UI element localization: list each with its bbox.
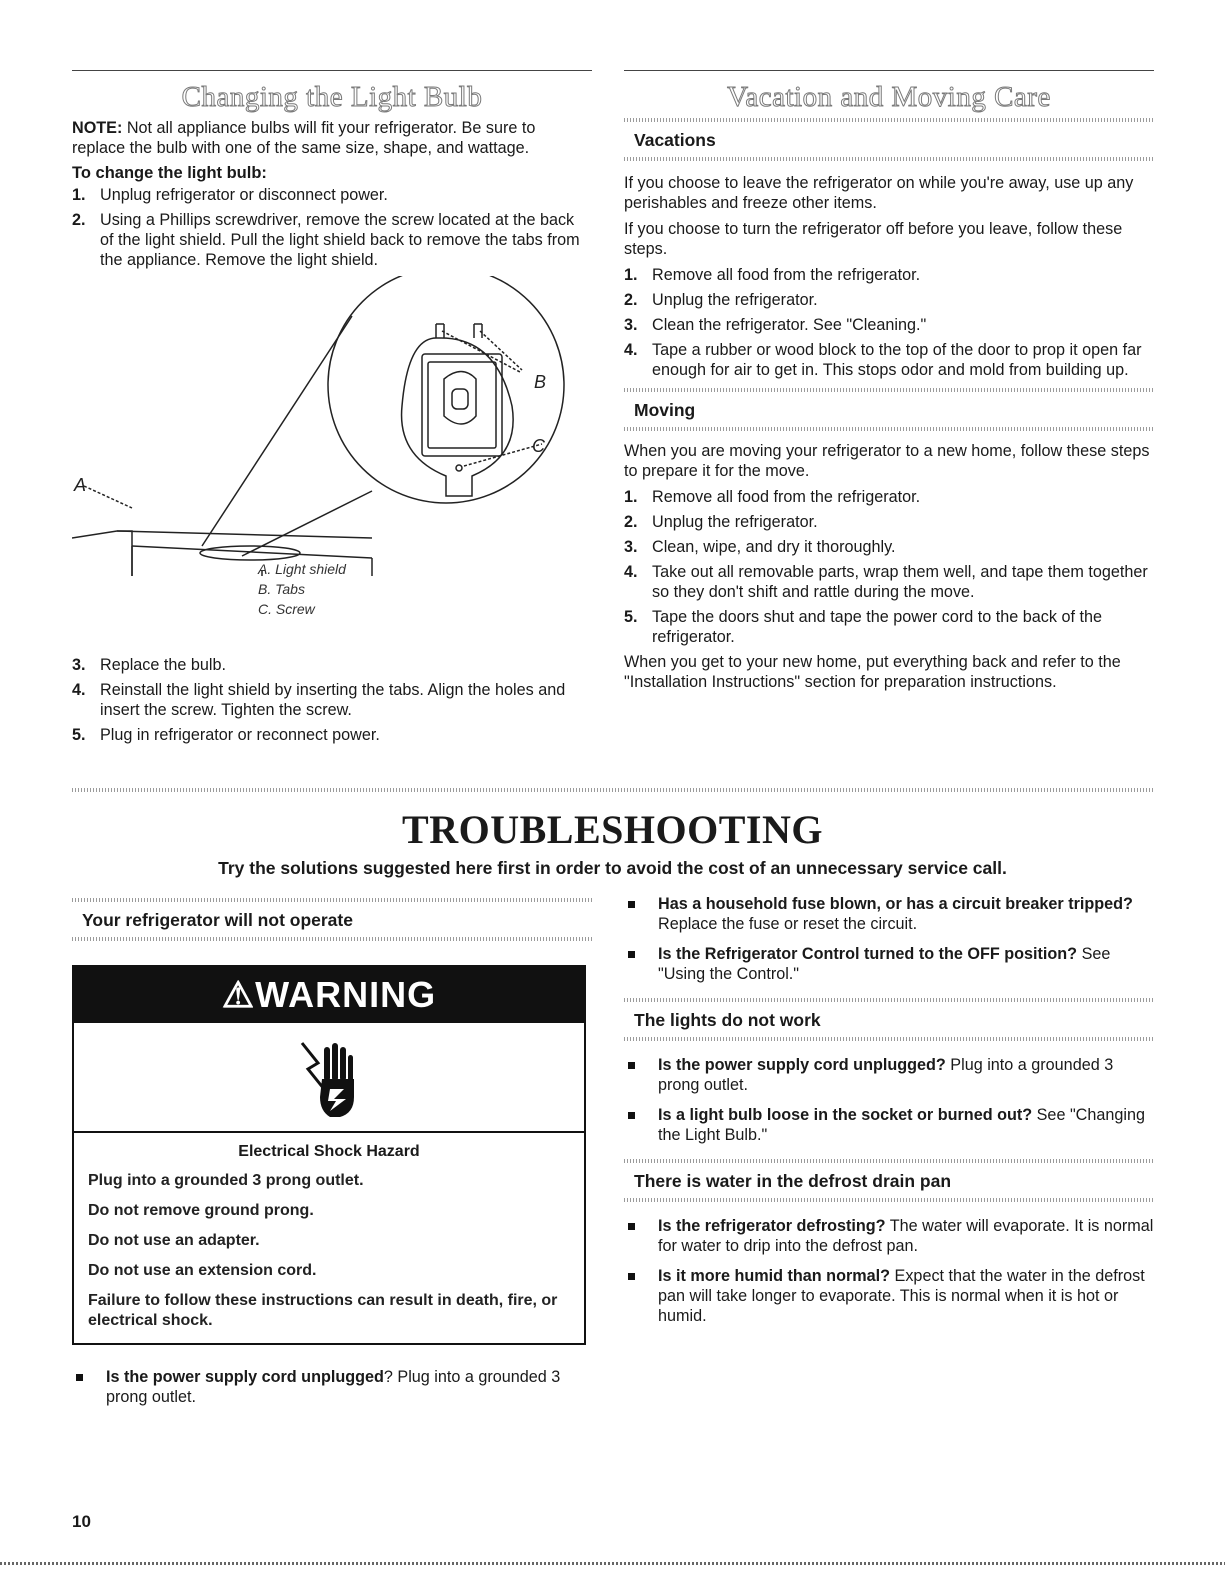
moving-heading: Moving — [634, 400, 696, 420]
step-number: 1. — [72, 186, 86, 204]
water-heading: There is water in the defrost drain pan — [634, 1171, 952, 1191]
list-item — [72, 185, 592, 205]
step-text: Tape the doors shut and tape the power cord to the back of the refrigerator. — [652, 608, 1102, 646]
bullet-answer: Plug into a grounded 3 prong outlet. — [658, 1056, 1114, 1094]
divider — [72, 937, 592, 941]
vacation-title: Vacation and Moving Care — [727, 81, 1051, 113]
warning-icon-area — [74, 1023, 584, 1133]
vacation-section — [624, 70, 1154, 692]
list-item — [624, 894, 1154, 934]
list-item — [624, 537, 1154, 557]
troubleshooting-title: TROUBLESHOOTING — [402, 807, 823, 852]
step-number: 3. — [72, 656, 86, 674]
not-operate-bullets-left — [72, 1367, 592, 1407]
step-text: Replace the bulb. — [100, 656, 226, 674]
lights-bullets — [624, 1055, 1154, 1145]
page-number: 10 — [72, 1512, 91, 1531]
step-number: 4. — [72, 681, 86, 699]
list-item — [72, 210, 592, 270]
step-text: Take out all removable parts, wrap them well, and tape them together so they don't shift and rattle during the move. — [652, 563, 1148, 601]
moving-paragraph-2: When you get to your new home, put everything back and refer to the "Installation Instructions" section for preparation instructions. — [624, 653, 1121, 691]
bullet-question: Is the power supply cord unplugged — [106, 1368, 384, 1386]
step-text: Remove all food from the refrigerator. — [652, 488, 921, 506]
light-bulb-title: Changing the Light Bulb — [181, 81, 483, 113]
bullet-answer: Replace the fuse or reset the circuit. — [658, 915, 918, 933]
list-item — [72, 680, 592, 720]
step-number: 3. — [624, 538, 638, 556]
label-a: A — [74, 475, 87, 495]
troubleshooting-right — [624, 894, 1154, 1336]
bullet-answer: Expect that the water in the defrost pan will take longer to evaporate. This is normal when it is hot or humid. — [658, 1267, 1145, 1325]
list-item — [72, 655, 592, 675]
step-text: Clean the refrigerator. See "Cleaning." — [652, 316, 927, 334]
list-item — [624, 487, 1154, 507]
bullet-question: Is a light bulb loose in the socket or burned out? — [658, 1106, 1033, 1124]
step-number: 4. — [624, 563, 638, 581]
warning-triangle-icon: ⚠ — [221, 974, 256, 1015]
step-number: 2. — [72, 211, 86, 229]
magnify-circle — [328, 276, 564, 503]
note-label: NOTE: — [72, 119, 123, 137]
step-text: Unplug refrigerator or disconnect power. — [100, 186, 388, 204]
electric-shock-hand-icon — [300, 1033, 360, 1123]
divider — [624, 1198, 1154, 1202]
moving-paragraph-1: When you are moving your refrigerator to a new home, follow these steps to prepare it for the move. — [624, 442, 1150, 480]
water-bullets — [624, 1216, 1154, 1326]
not-operate-section — [72, 898, 592, 1417]
warning-line: Do not use an adapter. — [88, 1232, 260, 1249]
light-bulb-steps-a — [72, 185, 592, 270]
note-text: Not all appliance bulbs will fit your refrigerator. Be sure to replace the bulb with one of the same size, shape, and wattage. — [72, 119, 536, 157]
bullet-question: Is it more humid than normal? — [658, 1267, 891, 1285]
caption-a: A. Light shield — [258, 561, 346, 577]
warning-label: WARNING — [255, 974, 437, 1015]
bullet-answer: See "Changing the Light Bulb." — [658, 1106, 1145, 1144]
bullet-answer: See "Using the Control." — [658, 945, 1111, 983]
bullet-question: Is the power supply cord unplugged? — [658, 1056, 946, 1074]
warning-box — [72, 965, 586, 1345]
diagram-caption — [258, 559, 346, 619]
step-text: Using a Phillips screwdriver, remove the screw located at the back of the light shield. Pull the light shield back to remove the tabs from the appliance. Remove the light shield. — [100, 211, 580, 269]
step-text: Tape a rubber or wood block to the top of the door to prop it open far enough for air to get in. This stops odor and mold from building up. — [652, 341, 1142, 379]
step-text: Clean, wipe, and dry it thoroughly. — [652, 538, 896, 556]
warning-line: Plug into a grounded 3 prong outlet. — [88, 1172, 364, 1189]
step-number: 2. — [624, 291, 638, 309]
caption-b: B. Tabs — [258, 581, 305, 597]
label-c: C — [532, 436, 545, 456]
divider — [624, 1037, 1154, 1041]
vacation-steps — [624, 265, 1154, 380]
warning-line: Do not remove ground prong. — [88, 1202, 314, 1219]
vacations-heading: Vacations — [634, 130, 716, 150]
step-number: 4. — [624, 341, 638, 359]
moving-steps — [624, 487, 1154, 647]
list-item — [624, 265, 1154, 285]
light-shield-illustration — [72, 276, 592, 576]
warning-body — [74, 1133, 584, 1343]
step-number: 5. — [624, 608, 638, 626]
bullet-answer: The water will evaporate. It is normal for water to drip into the defrost pan. — [658, 1217, 1154, 1255]
warning-header — [74, 967, 584, 1023]
warning-line: Do not use an extension cord. — [88, 1262, 317, 1279]
not-operate-heading: Your refrigerator will not operate — [82, 910, 353, 930]
list-item — [624, 1216, 1154, 1256]
caption-c: C. Screw — [258, 601, 315, 617]
list-item — [624, 1105, 1154, 1145]
troubleshooting-subtitle: Try the solutions suggested here first in order to avoid the cost of an unnecessary service call. — [218, 858, 1007, 878]
top-rule-right — [624, 70, 1154, 71]
step-text: Remove all food from the refrigerator. — [652, 266, 921, 284]
vacations-paragraph-1: If you choose to leave the refrigerator on while you're away, use up any perishables and freeze other items. — [624, 174, 1134, 212]
list-item — [624, 315, 1154, 335]
light-bulb-subheading: To change the light bulb: — [72, 164, 267, 182]
bullet-answer: ? Plug into a grounded 3 prong outlet. — [106, 1368, 561, 1406]
list-item — [624, 512, 1154, 532]
hazard-title: Electrical Shock Hazard — [238, 1143, 420, 1160]
not-operate-bullets-right — [624, 894, 1154, 984]
step-number: 1. — [624, 266, 638, 284]
step-number: 2. — [624, 513, 638, 531]
bottom-rule — [0, 1562, 1225, 1565]
bullet-question: Is the refrigerator defrosting? — [658, 1217, 886, 1235]
list-item — [72, 725, 592, 745]
list-item — [624, 1266, 1154, 1326]
step-number: 1. — [624, 488, 638, 506]
list-item — [624, 340, 1154, 380]
light-shield-diagram — [72, 276, 592, 651]
step-text: Plug in refrigerator or reconnect power. — [100, 726, 380, 744]
lights-heading: The lights do not work — [634, 1010, 821, 1030]
bullet-question: Is the Refrigerator Control turned to the OFF position? — [658, 945, 1078, 963]
light-bulb-note — [72, 118, 592, 158]
step-number: 5. — [72, 726, 86, 744]
light-bulb-section — [72, 70, 592, 750]
step-text: Reinstall the light shield by inserting the tabs. Align the holes and insert the screw. Tighten the screw. — [100, 681, 566, 719]
step-number: 3. — [624, 316, 638, 334]
bullet-question: Has a household fuse blown, or has a circuit breaker tripped? — [658, 895, 1133, 913]
list-item — [624, 562, 1154, 602]
top-rule-left — [72, 70, 592, 71]
list-item — [624, 290, 1154, 310]
step-text: Unplug the refrigerator. — [652, 291, 818, 309]
list-item — [624, 1055, 1154, 1095]
label-b: B — [534, 372, 547, 392]
step-text: Unplug the refrigerator. — [652, 513, 818, 531]
list-item — [72, 1367, 592, 1407]
troubleshooting-divider — [72, 788, 1154, 792]
warning-line: Failure to follow these instructions can result in death, fire, or electrical shock. — [88, 1292, 558, 1329]
list-item — [624, 607, 1154, 647]
list-item — [624, 944, 1154, 984]
vacations-paragraph-2: If you choose to turn the refrigerator off before you leave, follow these steps. — [624, 220, 1123, 258]
light-bulb-steps-b — [72, 655, 592, 745]
